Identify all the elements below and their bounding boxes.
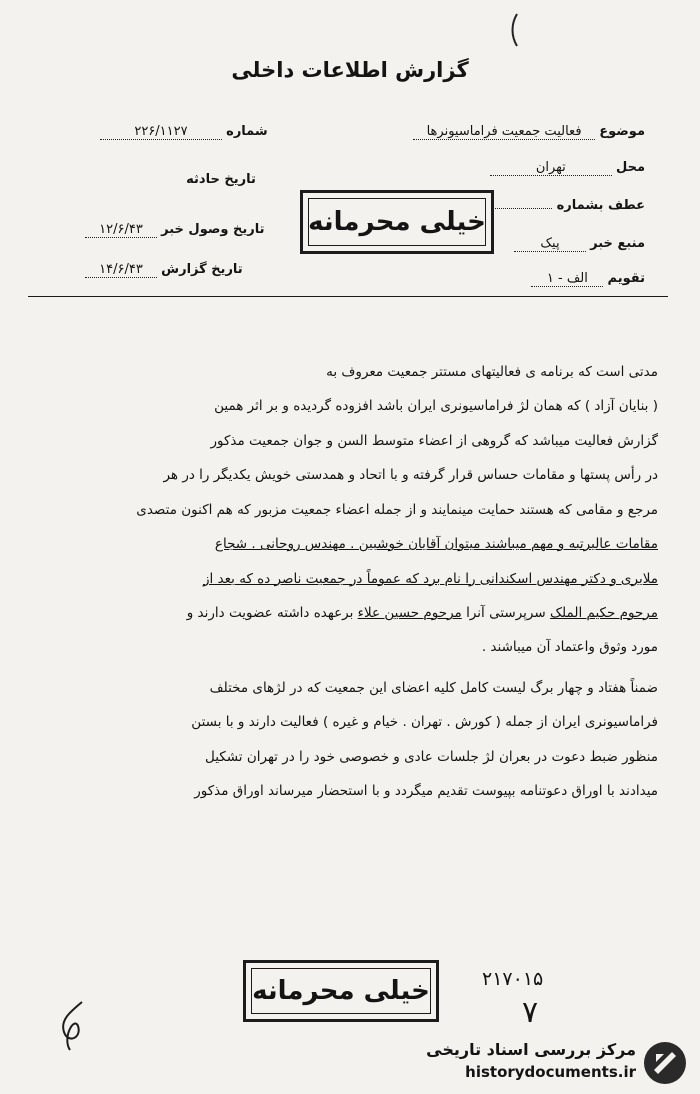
report-date-value: ۱۴/۶/۴۳ (85, 262, 157, 278)
body-line: مقامات عالیرتبه و مهم میباشند میتوان آقایان خوشبین . مهندس روحانی . شجاع (214, 536, 658, 553)
evaluation-label: تقویم (607, 271, 645, 286)
archive-logo-icon (642, 1040, 688, 1086)
header-divider (28, 296, 668, 297)
body-line: مرجع و مقامی که هستند حمایت مینمایند و از جمله اعضاء جمعیت مزبور که هم اکنون متصدی (136, 501, 658, 518)
footer-classification-stamp: خیلی محرمانه (243, 960, 439, 1022)
document-title: گزارش اطلاعات داخلی (231, 58, 469, 82)
body-name-underlined: مرحوم حکیم الملک (549, 604, 658, 621)
number-label: شماره (226, 124, 268, 139)
margin-signature (52, 998, 92, 1058)
location-label: محل (615, 160, 645, 175)
archive-brand (426, 1038, 692, 1088)
number-value: ۲۲۶/۱۱۲۷ (100, 124, 222, 140)
event-date-label: تاریخ حادثه (186, 172, 256, 187)
body-line: میدادند با اوراق دعوتنامه بپیوست تقدیم میگردد و با استحضار میرساند اوراق مذکور (194, 783, 658, 800)
location-field (490, 160, 645, 176)
subject-field (413, 124, 645, 140)
body-line: فراماسیونری ایران از جمله ( کورش . تهران . خیام و غیره ) فعالیت دارند و با بستن (191, 714, 658, 731)
received-date-value: ۱۲/۶/۴۳ (85, 222, 157, 238)
received-date-label: تاریخ وصول خبر (161, 222, 265, 237)
corner-mark (505, 12, 525, 48)
body-line-fragment: سرپرستی آنرا (461, 604, 550, 621)
body-line-fragment: برعهده داشته عضویت دارند و (186, 604, 358, 621)
subject-label: موضوع (599, 124, 645, 139)
classification-stamp: خیلی محرمانه (300, 190, 494, 254)
number-field (100, 124, 268, 140)
brand-url: historydocuments.ir (465, 1063, 636, 1081)
report-body (38, 355, 658, 814)
reference-label: عطف بشماره (556, 198, 645, 213)
body-line: ضمناً هفتاد و چهار برگ لیست کامل کلیه اعضای این جمعیت که در لژهای مختلف (209, 679, 658, 696)
received-date-field (85, 222, 265, 238)
body-name-underlined: مرحوم حسین علاء (357, 604, 462, 621)
report-date-field (85, 262, 243, 278)
body-line: در رأس پستها و مقامات حساس قرار گرفته و با اتحاد و همدستی خویش یکدیگر را در هر (163, 467, 658, 484)
body-line: مدتی است که برنامه ی فعالیتهای مستتر جمعیت معروف به (326, 364, 658, 380)
archive-code: ۲۱۷۰۱۵ (482, 968, 544, 990)
body-line: گزارش فعالیت میباشد که گروهی از اعضاء متوسط السن و جوان جمعیت مذکور (210, 432, 658, 449)
event-date-field (170, 172, 256, 187)
source-field (514, 236, 645, 252)
body-line: ملایری و دکتر مهندس اسکندانی را نام برد که عموماً در جمعیت ناصر ده که بعد از (203, 570, 658, 587)
page-mark: ۷ (522, 995, 539, 1030)
body-line: ( بنایان آزاد ) که همان لژ فراماسیونری ایران باشد افزوده گردیده و بر اثر همین (214, 398, 658, 415)
report-date-label: تاریخ گزارش (161, 262, 243, 277)
evaluation-value: الف - ۱ (531, 271, 603, 287)
source-value: پیک (514, 236, 586, 252)
body-line: منظور ضبط دعوت در بعران لژ جلسات عادی و خصوصی خود را در تهران تشکیل (205, 748, 658, 765)
location-value: تهران (490, 160, 612, 176)
source-label: منبع خبر (590, 236, 645, 251)
body-line: مورد وثوق واعتماد آن میباشند . (481, 639, 658, 656)
evaluation-field (531, 271, 645, 287)
brand-name: مرکز بررسی اسناد تاریخی (426, 1040, 636, 1059)
subject-value: فعالیت جمعیت فراماسیونرها (413, 124, 595, 140)
